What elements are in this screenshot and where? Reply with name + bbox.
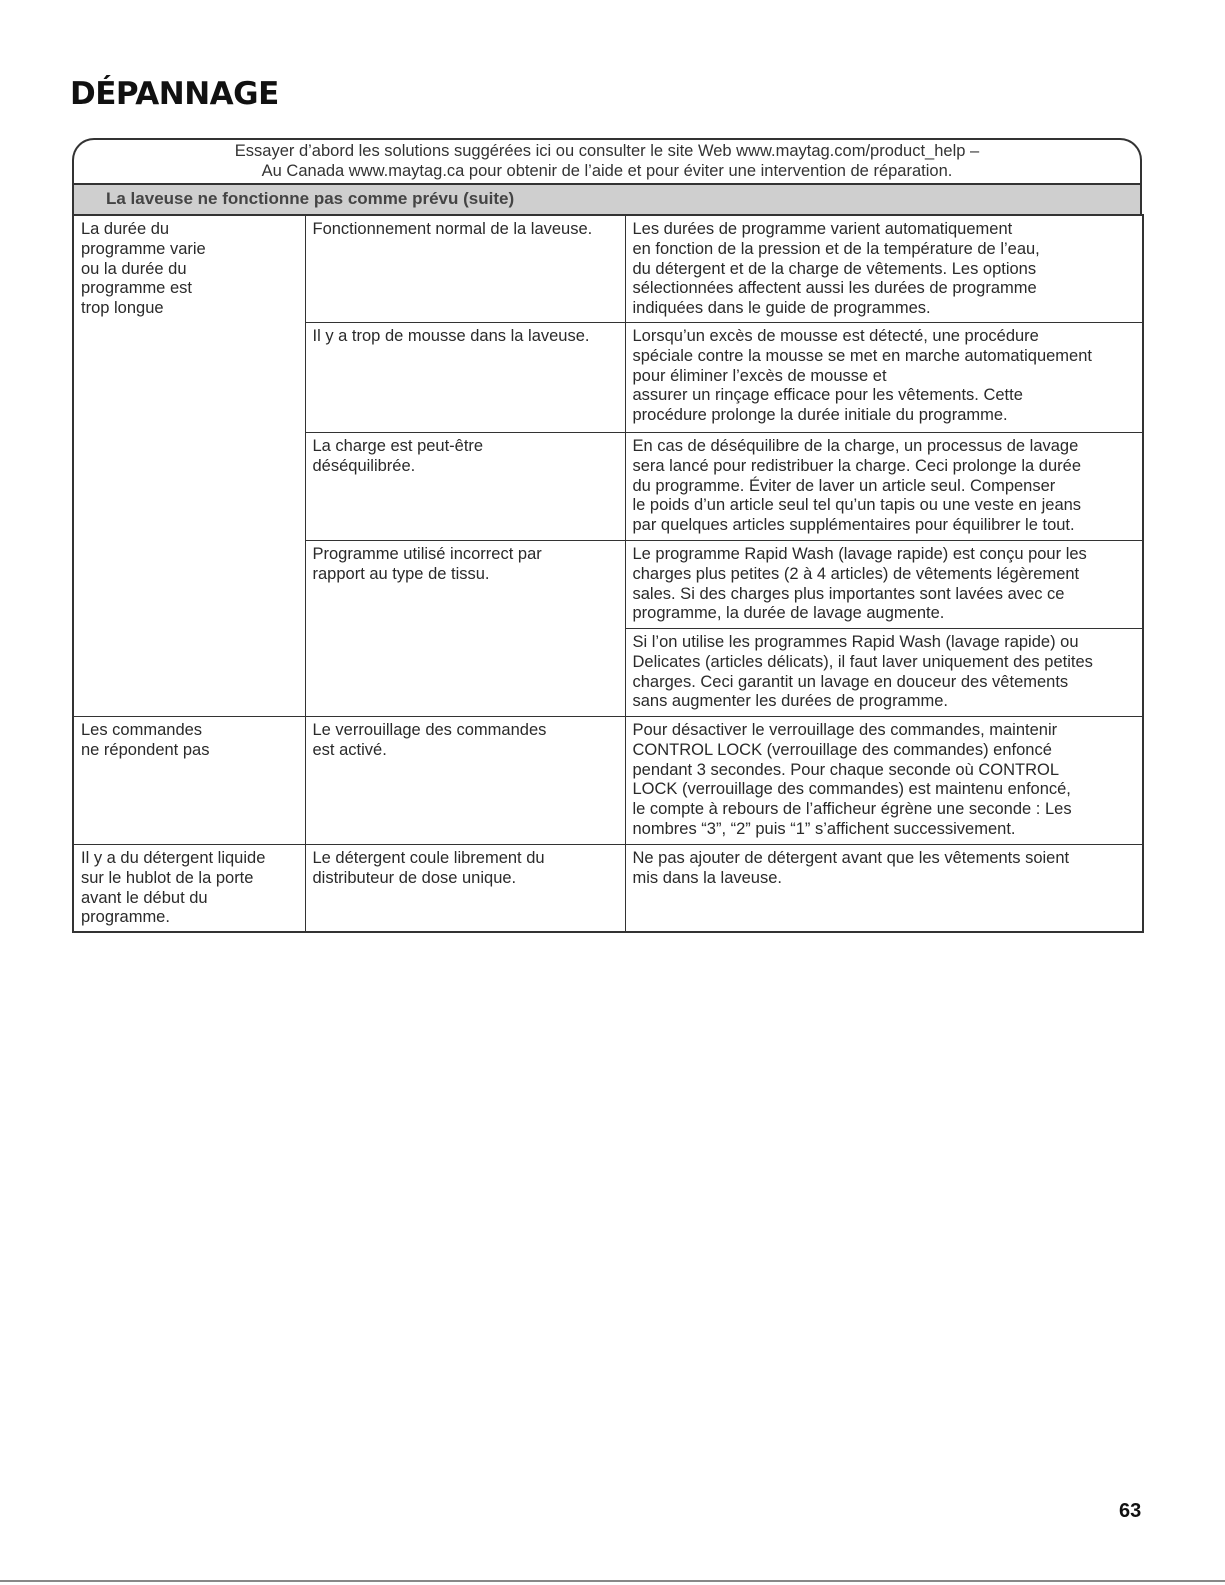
- page-number: 63: [1119, 1500, 1142, 1522]
- table-row: [73, 215, 1143, 322]
- page-title: DÉPANNAGE: [70, 76, 279, 112]
- cause-cell: La charge est peut-être déséquilibrée.: [305, 432, 625, 540]
- solution-cell: Si l’on utilise les programmes Rapid Wash (lavage rapide) ou Delicates (articles délicats), il faut laver uniquement des petites charges. Ceci garantit un lavage en douceur des vêtements sans augmenter les durées de programme.: [625, 628, 1143, 716]
- cause-cell: Le détergent coule librement du distributeur de dose unique.: [305, 844, 625, 932]
- problem-cell: Les commandes ne répondent pas: [73, 716, 305, 844]
- section-heading: La laveuse ne fonctionne pas comme prévu (suite): [106, 189, 515, 208]
- problem-cell: Il y a du détergent liquide sur le hublot de la porte avant le début du programme.: [73, 844, 305, 932]
- bottom-rule: [0, 1580, 1225, 1582]
- solution-cell: En cas de déséquilibre de la charge, un processus de lavage sera lancé pour redistribuer la charge. Ceci prolonge la durée du programme. Éviter de laver un article seul. Compenser le poids d’un article seul tel qu’un tapis ou une veste en jeans par quelques articles supplémentaires pour équilibrer le tout.: [625, 432, 1143, 540]
- cause-cell: Il y a trop de mousse dans la laveuse.: [305, 322, 625, 432]
- intro-line-1: Essayer d’abord les solutions suggérées ici ou consulter le site Web www.maytag.com/product_help –: [234, 142, 980, 160]
- table-row: [73, 844, 1143, 932]
- solution-cell: Le programme Rapid Wash (lavage rapide) est conçu pour les charges plus petites (2 à 4 articles) de vêtements légèrement sales. Si des charges plus importantes sont lavées avec ce programme, la durée de lavage augmente.: [625, 540, 1143, 628]
- intro-line-2: Au Canada www.maytag.ca pour obtenir de l’aide et pour éviter une intervention de réparation.: [261, 162, 953, 180]
- solution-cell: Ne pas ajouter de détergent avant que les vêtements soient mis dans la laveuse.: [625, 844, 1143, 932]
- solution-cell: Les durées de programme varient automatiquement en fonction de la pression et de la température de l’eau, du détergent et de la charge de vêtements. Les options sélectionnées affectent aussi les durées de programme indiquées dans le guide de programmes.: [625, 215, 1143, 322]
- problem-cell: La durée du programme varie ou la durée du programme est trop longue: [73, 215, 305, 716]
- table-row: [73, 716, 1143, 844]
- troubleshooting-table: [72, 214, 1144, 933]
- section-heading-bar: [72, 183, 1142, 215]
- solution-cell: Lorsqu’un excès de mousse est détecté, une procédure spéciale contre la mousse se met en marche automatiquement pour éliminer l’excès de mousse et assurer un rinçage efficace pour les vêtements. Cette procédure prolonge la durée initiale du programme.: [625, 322, 1143, 432]
- intro-text: [72, 141, 1142, 181]
- cause-cell: Programme utilisé incorrect par rapport au type de tissu.: [305, 540, 625, 716]
- solution-cell: Pour désactiver le verrouillage des commandes, maintenir CONTROL LOCK (verrouillage des commandes) enfoncé pendant 3 secondes. Pour chaque seconde où CONTROL LOCK (verrouillage des commandes) est maintenu enfoncé, le compte à rebours de l’afficheur égrène une seconde : Les nombres “3”, “2” puis “1” s’affichent successivement.: [625, 716, 1143, 844]
- cause-cell: Fonctionnement normal de la laveuse.: [305, 215, 625, 322]
- cause-cell: Le verrouillage des commandes est activé.: [305, 716, 625, 844]
